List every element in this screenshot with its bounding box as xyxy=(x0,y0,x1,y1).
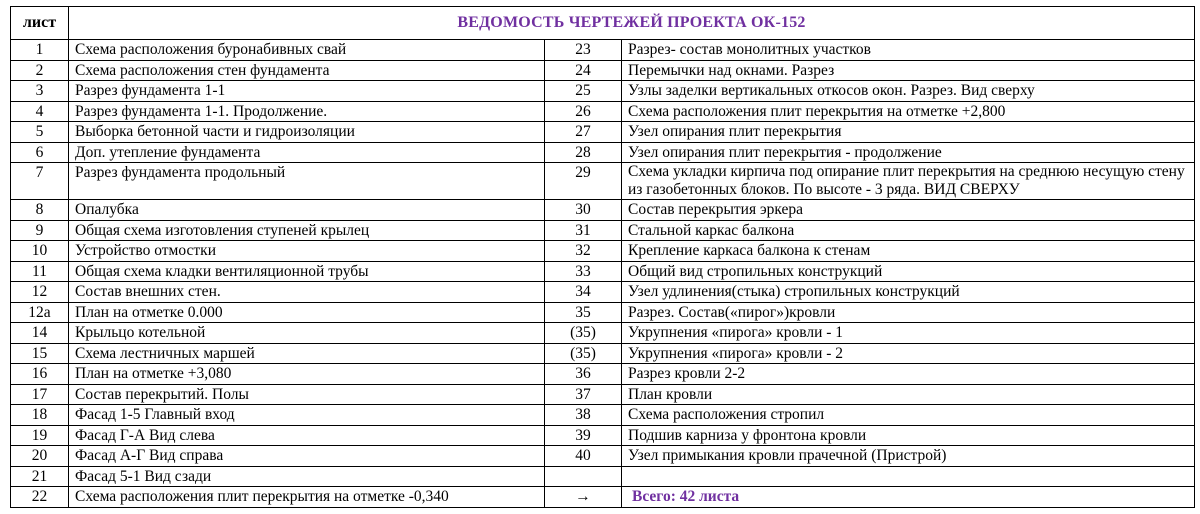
left-sheet-number: 11 xyxy=(11,261,69,282)
left-sheet-number: 12а xyxy=(11,302,69,323)
right-drawing-title: Перемычки над окнами. Разрез xyxy=(622,60,1195,81)
table-row xyxy=(11,343,1195,364)
right-drawing-title: Схема расположения стропил xyxy=(622,405,1195,426)
left-drawing-title: Общая схема изготовления ступеней крылец xyxy=(69,220,545,241)
left-drawing-title: Фасад 1-5 Главный вход xyxy=(69,405,545,426)
table-row xyxy=(11,40,1195,61)
table-row xyxy=(11,101,1195,122)
left-drawing-title: Общая схема кладки вентиляционной трубы xyxy=(69,261,545,282)
left-drawing-title: Выборка бетонной части и гидроизоляции xyxy=(69,122,545,143)
right-sheet-number: 36 xyxy=(545,364,622,385)
table-row xyxy=(11,364,1195,385)
left-sheet-number: 7 xyxy=(11,163,69,200)
table-row xyxy=(11,241,1195,262)
table-row xyxy=(11,142,1195,163)
right-sheet-number: 34 xyxy=(545,282,622,303)
left-sheet-number: 14 xyxy=(11,323,69,344)
right-drawing-title: Разрез. Состав(«пирог»)кровли xyxy=(622,302,1195,323)
left-sheet-number: 20 xyxy=(11,446,69,467)
right-drawing-title: Узел удлинения(стыка) стропильных конструкций xyxy=(622,282,1195,303)
left-drawing-title: План на отметке 0.000 xyxy=(69,302,545,323)
left-drawing-title: Состав перекрытий. Полы xyxy=(69,384,545,405)
right-sheet-number: 26 xyxy=(545,101,622,122)
left-drawing-title: Разрез фундамента 1-1. Продолжение. xyxy=(69,101,545,122)
table-row xyxy=(11,466,1195,487)
right-drawing-title: Стальной каркас балкона xyxy=(622,220,1195,241)
header-row xyxy=(11,7,1195,40)
left-sheet-number: 16 xyxy=(11,364,69,385)
left-sheet-number: 21 xyxy=(11,466,69,487)
right-drawing-title: Укрупнения «пирога» кровли - 1 xyxy=(622,323,1195,344)
table-row xyxy=(11,446,1195,467)
right-drawing-title: Укрупнения «пирога» кровли - 2 xyxy=(622,343,1195,364)
right-drawing-title: План кровли xyxy=(622,384,1195,405)
table-row xyxy=(11,81,1195,102)
left-sheet-number: 9 xyxy=(11,220,69,241)
right-sheet-number xyxy=(545,466,622,487)
left-drawing-title: Схема расположения стен фундамента xyxy=(69,60,545,81)
right-drawing-title: Разрез кровли 2-2 xyxy=(622,364,1195,385)
table-row xyxy=(11,282,1195,303)
right-sheet-number: 31 xyxy=(545,220,622,241)
right-sheet-number: 39 xyxy=(545,425,622,446)
right-sheet-number: 29 xyxy=(545,163,622,200)
left-drawing-title: Фасад Г-А Вид слева xyxy=(69,425,545,446)
table-row xyxy=(11,200,1195,221)
table-row xyxy=(11,122,1195,143)
left-sheet-number: 22 xyxy=(11,487,69,508)
right-sheet-number: 27 xyxy=(545,122,622,143)
left-drawing-title: Схема расположения плит перекрытия на отметке -0,340 xyxy=(69,487,545,508)
left-sheet-number: 3 xyxy=(11,81,69,102)
left-drawing-title: Схема лестничных маршей xyxy=(69,343,545,364)
left-sheet-number: 2 xyxy=(11,60,69,81)
left-drawing-title: Фасад 5-1 Вид сзади xyxy=(69,466,545,487)
right-sheet-number: (35) xyxy=(545,323,622,344)
table-row xyxy=(11,220,1195,241)
right-sheet-number: 40 xyxy=(545,446,622,467)
left-sheet-number: 1 xyxy=(11,40,69,61)
table-row xyxy=(11,60,1195,81)
right-drawing-title: Общий вид стропильных конструкций xyxy=(622,261,1195,282)
right-drawing-title xyxy=(622,466,1195,487)
left-sheet-number: 4 xyxy=(11,101,69,122)
right-sheet-number: 33 xyxy=(545,261,622,282)
left-sheet-number: 19 xyxy=(11,425,69,446)
left-sheet-number: 6 xyxy=(11,142,69,163)
left-sheet-number: 8 xyxy=(11,200,69,221)
right-sheet-number: 23 xyxy=(545,40,622,61)
table-row xyxy=(11,261,1195,282)
left-drawing-title: План на отметке +3,080 xyxy=(69,364,545,385)
total-sheets: Всего: 42 листа xyxy=(622,487,1195,508)
left-drawing-title: Доп. утепление фундамента xyxy=(69,142,545,163)
left-drawing-title: Разрез фундамента 1-1 xyxy=(69,81,545,102)
left-drawing-title: Разрез фундамента продольный xyxy=(69,163,545,200)
left-drawing-title: Крыльцо котельной xyxy=(69,323,545,344)
right-sheet-number: 38 xyxy=(545,405,622,426)
table-row xyxy=(11,163,1195,200)
left-sheet-number: 10 xyxy=(11,241,69,262)
left-sheet-number: 5 xyxy=(11,122,69,143)
left-sheet-number: 12 xyxy=(11,282,69,303)
right-sheet-number: 28 xyxy=(545,142,622,163)
left-sheet-number: 15 xyxy=(11,343,69,364)
left-drawing-title: Схема расположения буронабивных свай xyxy=(69,40,545,61)
drawings-register-table xyxy=(10,6,1195,508)
right-drawing-title: Узел примыкания кровли прачечной (Пристрой) xyxy=(622,446,1195,467)
table-row xyxy=(11,302,1195,323)
right-drawing-title: Схема укладки кирпича под опирание плит перекрытия на среднюю несущую стену из газобетонных блоков. По высоте - 3 ряда. ВИД СВЕРХУ xyxy=(622,163,1195,200)
right-sheet-number: 25 xyxy=(545,81,622,102)
left-drawing-title: Опалубка xyxy=(69,200,545,221)
right-drawing-title: Узел опирания плит перекрытия xyxy=(622,122,1195,143)
right-drawing-title: Крепление каркаса балкона к стенам xyxy=(622,241,1195,262)
left-drawing-title: Фасад А-Г Вид справа xyxy=(69,446,545,467)
table-row xyxy=(11,323,1195,344)
table-row xyxy=(11,384,1195,405)
left-sheet-number: 17 xyxy=(11,384,69,405)
right-sheet-number: 24 xyxy=(545,60,622,81)
right-drawing-title: Подшив карниза у фронтона кровли xyxy=(622,425,1195,446)
left-sheet-number: 18 xyxy=(11,405,69,426)
right-drawing-title: Схема расположения плит перекрытия на отметке +2,800 xyxy=(622,101,1195,122)
table-row xyxy=(11,405,1195,426)
left-drawing-title: Устройство отмостки xyxy=(69,241,545,262)
left-drawing-title: Состав внешних стен. xyxy=(69,282,545,303)
right-sheet-number: 37 xyxy=(545,384,622,405)
table-row xyxy=(11,425,1195,446)
register-title: ВЕДОМОСТЬ ЧЕРТЕЖЕЙ ПРОЕКТА ОК-152 xyxy=(69,7,1195,40)
sheet-column-header: лист xyxy=(11,7,69,40)
right-drawing-title: Состав перекрытия эркера xyxy=(622,200,1195,221)
arrow-icon: → xyxy=(545,487,622,508)
table-row xyxy=(11,487,1195,508)
right-sheet-number: 32 xyxy=(545,241,622,262)
right-sheet-number: (35) xyxy=(545,343,622,364)
right-drawing-title: Разрез- состав монолитных участков xyxy=(622,40,1195,61)
right-drawing-title: Узел опирания плит перекрытия - продолжение xyxy=(622,142,1195,163)
right-sheet-number: 30 xyxy=(545,200,622,221)
right-drawing-title: Узлы заделки вертикальных откосов окон. Разрез. Вид сверху xyxy=(622,81,1195,102)
right-sheet-number: 35 xyxy=(545,302,622,323)
